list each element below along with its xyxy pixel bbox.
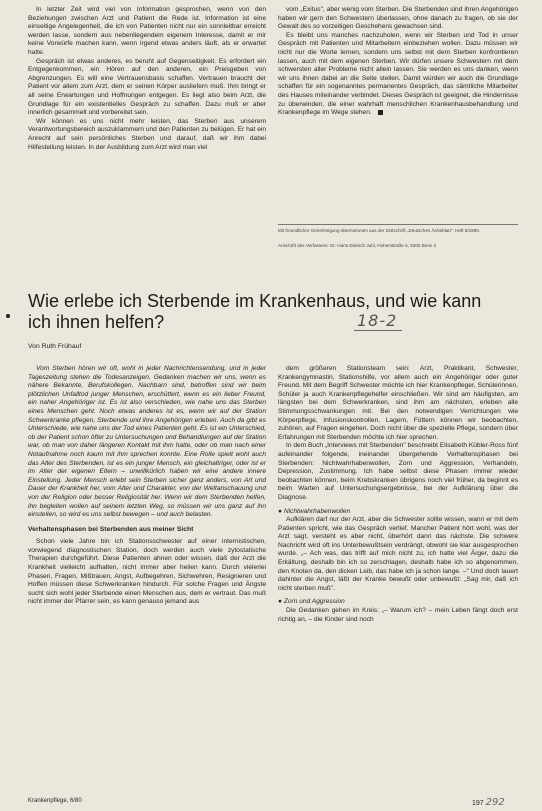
footnote-source: Mit freundlicher Genehmigung übernommen aus der Zeitschrift „Deutsches Ärzteblatt", Heft 8/1980. (278, 228, 481, 233)
page-number (472, 797, 505, 808)
paragraph: In dem Buch „Interviews mit Sterbenden" beschreibt Elisabeth Kübler-Ross fünf aufeinander folgende, ineinander übergehende Verhaltensphasen bei Sterbenden: Nichtwahrhabenwollen, Zorn und Aggression, Verhandeln, Depression, Zustimmung. Ich habe selbst diese Phasen immer wieder beobachten können, beim Krebskranken übrigens noch viel früher, da beginnt es beim Warten auf Untersuchungsergebnisse, bei der Aufklärung über die Diagnose. (278, 442, 518, 501)
section-heading-denial: ● Nichtwahrhabenwollen (278, 507, 351, 515)
article-author: Von Ruth Frühauf (28, 343, 82, 350)
bottom-left-column (28, 365, 266, 607)
page-number-handwritten: 292 (485, 797, 505, 808)
paragraph: vom „Exitus", aber wenig vom Sterben. Die Sterbenden sind ihren Angehörigen haben wir gern den Schwestern überlassen, ohne danach zu fragen, ob sie der Gewalt des so vorzeitigen Geschehens gewachsen sind. (278, 6, 518, 31)
handwritten-underline (354, 330, 402, 331)
paragraph: Gespräch ist etwas anderes, es beruht auf Gegenseitigkeit. Es erfordert ein Entgegenkommen, ein Hören auf den anderen, ein Preisgeben von Abgrenzungen. Es will eine Vertrauensbasis schaffen. Vertrauen braucht der Patient vor allem zum Arzt, dem er seinen Körper ausliefern muß. Ihm bringt er all seine Erwartungen und Hoffnungen entgegen. Es liegt also beim Arzt, die Grundlage für ein existentielles Gespräch zu schaffen. Dazu muß er aber innerlich gesammelt und vorbereitet sein. (28, 57, 266, 117)
top-right-column (278, 6, 518, 118)
footnote-divider (278, 224, 518, 225)
paragraph: Schon viele Jahre bin ich Stationsschwester auf einer internistischen, vorwiegend diagnostischen Station, doch werden auch viele zytostatische Therapien durchgeführt. Diese Patienten ahnen oder wissen, daß der Arzt die Krankheit vielleicht aufhalten, nicht immer aber heilen kann. Durch vielerlei Phasen, Fragen, Mißtrauen, Angst, Aufbegehren, Sichwehren, Resignieren und Hoffen müssen diese Schwerkranken hindurch. Für solche Fragen und Ängste sucht sich wohl jeder Sterbende einen Menschen aus, dem er vertraut. Das muß nicht immer der Pfarrer sein, es kann genauso jemand aus (28, 538, 266, 606)
paragraph: Die Gedanken gehen im Kreis: „– Warum ich? – mein Leben fängt doch erst richtig an, – die Kinder sind noch (278, 607, 518, 623)
bottom-right-column (278, 365, 518, 624)
article-title: Wie erlebe ich Sterbende im Krankenhaus, und wie kann ich ihnen helfen? (28, 291, 482, 332)
journal-footer: Krankenpflege, 6/80 (28, 798, 82, 804)
page-number-printed: 197 (472, 800, 484, 807)
paragraph-text: Es bleibt uns manches nachzuholen, wenn wir Sterben und Tod in unser Gespräch mit Patienten und Mitarbeitern einbeziehen wollen. Dazu müssen wir nicht nur die Worte lernen, sondern uns selbst mit dem Sterben konfrontieren lassen, auch mit dem eigenen Sterben. Wir dürfen unsere Schwestern mit dem schwersten aller Probleme nicht allein lassen. Sie werden es uns danken, wenn wir uns ihnen dabei an die Seite stellen. Damit würden wir auch die Grundlage schaffen für ein sogenanntes permanentes Gespräch, das sämtliche Mitarbeiter des Hauses miteinander verbindet. Dieses Gespräch ist geeignet, die Hindernisse zu überwinden, die einer wahrhaft menschlichen Krankenhausbehandlung und Krankenpflege im Wege stehen. (278, 31, 518, 117)
section-heading-anger: ● Zorn und Aggression (278, 598, 345, 606)
end-square-icon (378, 110, 383, 115)
top-left-column (28, 6, 266, 152)
paragraph (278, 32, 518, 118)
paragraph: dem größeren Stationsteam sein: Arzt, Praktikant, Schwester, Krankengymnastin, Stationshilfe, vor allem auch ein Angehöriger oder guter Freund. Mit dem Begriff Schwester möchte ich hier Krankenpfleger, Schülerinnen, Schüler ja auch Krankenpflegehelfer einschließen. Wir sind am häufigsten, am längsten bei dem Schwerkranken, sind ihm am nächsten, erleben alle Stimmungsschwankungen mit. Bei den notwendigen Verrichtungen wie Körperpflege, Infusionskontrollen, Lagern, Füttern können wir beobachten, zuhören, auf Fragen eingehen. Doch nicht über die spezielle Pflege, sondern über Erfahrungen mit Sterbenden möchte ich hier sprechen. (278, 365, 518, 441)
paragraph: In letzter Zeit wird viel von Information gesprochen, wenn von den Beziehungen zwischen Arzt und Patient die Rede ist. Information ist eine einseitige Angelegenheit, die ich von Patienten nicht nur ein sonnleitbar erreicht werden lasse, sondern aus nebenliegendem eigenem Interesse, damit er mir keine Vorwürfe machen kann, wenn irgend etwas anders läuft, als er erwartet hatte. (28, 6, 266, 56)
paragraph: Wir können es uns nicht mehr leisten, das Sterben aus unserem Verantwortungsbereich auszuklammern und den Patienten zu belügen. Er hat ein Anrecht auf sein persönliches Sterben und darauf, daß wir ihm dabei Hilfestellung leisten. In der Ausbildung zum Arzt wird man viel (28, 117, 266, 151)
footnote-address: Anschrift des Verfassers: Dr. Hans-Dietrich Juhl, Hohenstraße 6, 5300 Bonn 2 (278, 243, 437, 248)
handwritten-note: 18-2 (357, 311, 398, 330)
bullet-dot-icon (6, 314, 10, 318)
section-subhead: Verhaltensphasen bei Sterbenden aus meiner Sicht (28, 525, 194, 533)
intro-paragraph: Vom Sterben hören wir oft, wohl in jeder Nachrichtensendung, und in jeder Tageszeitung stehen die Todesanzeigen. Gedanken machen wir uns, wenn es nähere Bekannte, Berufskollegen, Nachbarn sind, betroffen sind wir beim plötzlichen Unfalltod junger Menschen, erschüttert, wenn es ein lieber Freund, ein naher Angehöriger ist. Es ist also verschieden, wie nahe uns das Sterben eines Menschen geht. Noch etwas anderes ist es, wenn wir auf der Station Schwerkranke pflegen, Sterbende und ihre Angehörigen erleben. Auch da gibt es Unterschiede, wie nahe uns der Tod eines Patienten geht. Es ist ein Unterschied, ob der Patient schon öfter zu Untersuchungen und Behandlungen auf der Station war, ob man von daher längeren Kontakt mit ihm hatte, oder ob man nach einer Notaufnahme noch kaum mit ihm sprechen konnte. Eine Rolle spielt wohl auch das Alter des Sterbenden, ist es ein junger Mensch, ein gleichaltriger, oder ist er im Alter der eigenen Eltern – unwillkürlich haben wir eine andere innere Einstellung. Jeder Mensch erlebt sein Sterben sicher ganz anders, von Art und Dauer der Krankheit her, vom Alter und Charakter, von der Weltanschauung und von der Religion oder besser Religiosität her. Wenn wir dem Sterbenden helfen, ihn begleiten wollen auf seinem letzten Weg, so müssen wir uns ganz auf ihn einstellen, so wird es uns selbst bewegen – und auch belasten. (28, 365, 266, 519)
paragraph: Aufklären darf nur der Arzt, aber die Schwester sollte wissen, wann er mit dem Patienten spricht, wie das Gespräch verlief. Mancher Patient hört wohl, was der Arzt sagt, versteht es aber nicht, überhört dann das nächste. Die schwere Nachricht wird oft ins Unterbewußtsein verdrängt, obwohl sie klar ausgesprochen wurde. „– Ach was, das trifft auf mich nicht zu, ich hatte viel Ärger, dazu die Erkältung, deshalb bin ich so zerschlagen, deshalb habe ich so abgenommen, den Knoten da, den dicken Leib, das habe ich ja schon lange. –" Und doch lauert dahinter die Angst, läßt der Kranke bewußt oder unbewußt: „Sag mir, daß ich nicht sterben muß". (278, 516, 518, 592)
